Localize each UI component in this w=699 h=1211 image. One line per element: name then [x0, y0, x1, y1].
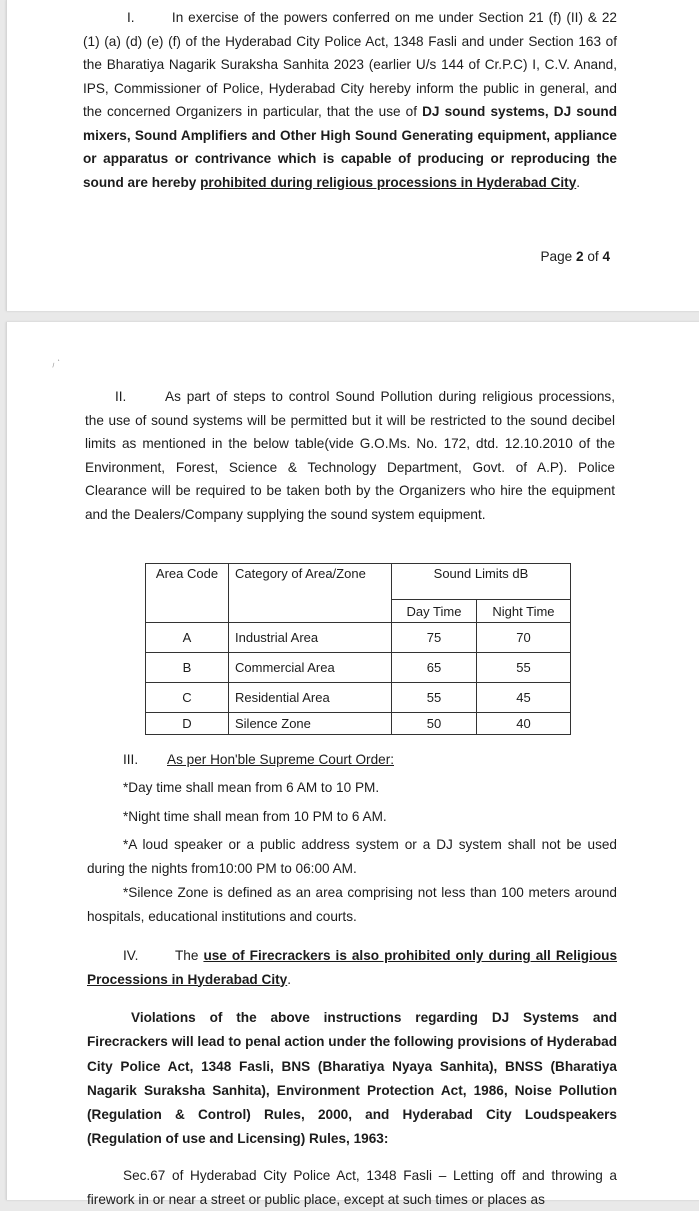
section-1-bold-text: DJ sound systems, DJ sound mixers, Sound Amplifiers and Other High Sound Generating equipment, appliance or apparatus or contrivance which is capable of producing or reproducing the sound are hereby: [83, 104, 618, 190]
row-category: Residential Area: [229, 683, 392, 713]
section-3-heading: As per Hon'ble Supreme Court Order:: [167, 752, 394, 767]
row-day: 75: [392, 623, 477, 653]
row-category: Commercial Area: [229, 653, 392, 683]
section-4-number: IV.: [123, 948, 139, 963]
header-category: Category of Area/Zone: [229, 564, 392, 623]
note-day-time: *Day time shall mean from 6 AM to 10 PM.: [123, 780, 380, 795]
table-row: [146, 623, 571, 653]
section-2-paragraph: [85, 385, 615, 526]
row-code: B: [146, 653, 229, 683]
row-day: 65: [392, 653, 477, 683]
header-sound-limits: Sound Limits dB: [392, 564, 571, 600]
section-3-title: [123, 748, 394, 771]
section-67-paragraph: Sec.67 of Hyderabad City Police Act, 1348 Fasli – Letting off and throwing a firework in or near a street or public place, except at such times or places as: [87, 1168, 617, 1207]
page-label: Page: [540, 249, 573, 264]
page-total: 4: [602, 249, 610, 264]
scan-mark: ⸝ ·: [47, 354, 63, 370]
header-night-time: Night Time: [476, 600, 570, 623]
section-1-lead-text: In exercise of the powers conferred on me under Section 21 (f) (II) & 22 (1) (a) (d) (e) (f) of the Hyderabad City Police Act, 1348 Fasli and under Section 163 of the Bharatiya Nagarik Suraksha Sanhita 2023 (earlier U/s 144 of Cr.P.C) I, C.V. Anand, IPS, Commissioner of Police, Hyderabad City hereby inform the public in general, and the concerned Organizers in particular, that the use of: [83, 10, 617, 119]
section-3-number: III.: [123, 752, 139, 767]
row-night: 55: [476, 653, 570, 683]
sound-limits-table: [145, 563, 571, 735]
row-code: C: [146, 683, 229, 713]
violations-paragraph: Violations of the above instructions regarding DJ Systems and Firecrackers will lead to penal action under the following provisions of Hyderabad City Police Act, 1348 Fasli, BNS (Bharatiya Nyaya Sanhita), BNSS (Bharatiya Nagarik Suraksha Sanhita), Environment Protection Act, 1986, Noise Pollution (Regulation & Control) Rules, 2000, and Hyderabad City Loudspeakers (Regulation of use and Licensing) Rules, 1963:: [87, 1010, 617, 1147]
section-4-lead: The: [175, 948, 199, 963]
page-current: 2: [575, 249, 584, 264]
row-category: Silence Zone: [229, 713, 392, 735]
row-code: A: [146, 623, 229, 653]
header-area-code: Area Code: [146, 564, 229, 623]
header-day-time: Day Time: [392, 600, 477, 623]
section-4-end: .: [287, 971, 291, 987]
table-row: [146, 683, 571, 713]
page-number: [540, 249, 610, 264]
section-1-number: I.: [127, 10, 135, 25]
row-night: 70: [476, 623, 570, 653]
row-night: 40: [476, 713, 570, 735]
document-page-3: [6, 322, 699, 1207]
row-day: 55: [392, 683, 477, 713]
section-2-text: As part of steps to control Sound Pollution during religious processions, the use of sound systems will be permitted but it will be restricted to the sound decibel limits as mentioned in the below table(vide G.O.Ms. No. 172, dtd. 12.10.2010 of the Environment, Forest, Science & Technology Department, Govt. of A.P). Police Clearance will be required to be taken both by the Organizers who hire the equipment and the Dealers/Company supplying the sound system equipment.: [85, 389, 615, 522]
table-row: [146, 653, 571, 683]
section-1-paragraph: [83, 6, 617, 194]
section-4-prohibition-text: use of Firecrackers is also prohibited only during all Religious Processions in Hyderabad City: [87, 948, 618, 987]
table-row: [146, 713, 571, 735]
row-day: 50: [392, 713, 477, 735]
row-category: Industrial Area: [229, 623, 392, 653]
note-silence-zone: *Silence Zone is defined as an area comprising not less than 100 meters around hospitals, educational institutions and courts.: [87, 885, 617, 924]
note-night-time: *Night time shall mean from 10 PM to 6 AM.: [123, 809, 387, 824]
page-of: of: [587, 249, 599, 264]
section-2-number: II.: [115, 389, 127, 404]
document-page-2: [6, 0, 699, 311]
row-code: D: [146, 713, 229, 735]
section-1-end: .: [576, 174, 581, 190]
row-night: 45: [476, 683, 570, 713]
section-1-prohibition-text: prohibited during religious processions in Hyderabad City: [200, 174, 577, 190]
note-loudspeaker: *A loud speaker or a public address system or a DJ system shall not be used during the nights from10:00 PM to 06:00 AM.: [87, 837, 617, 876]
section-4-paragraph: [87, 944, 617, 991]
